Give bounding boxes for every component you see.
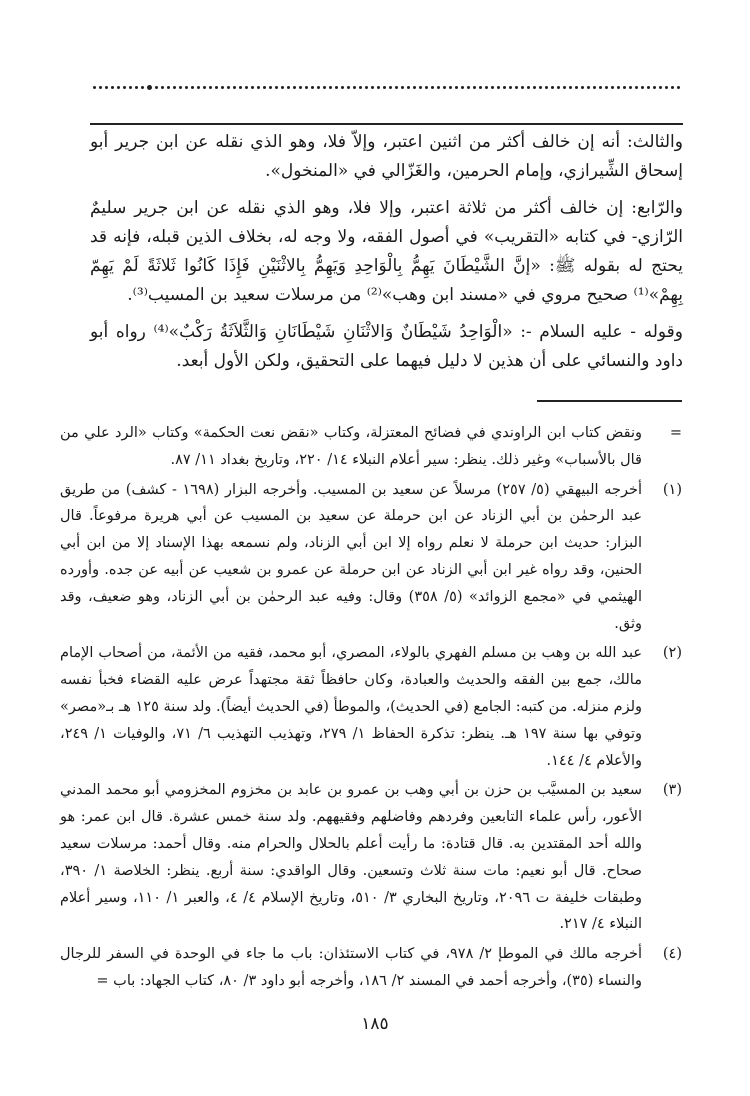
main-text — [90, 128, 683, 384]
header-rule — [90, 123, 683, 125]
paragraph-hadith: وقوله - عليه السلام -: «الْوَاحِدُ شَيْطَانٌ وَالاثْنَانِ شَيْطَانَانِ وَالثَّلاَثَةُ رَكْبٌ»⁽⁴⁾ رواه أبو داود والنسائي على أن هذين لا دليل فيهما على التحقيق، ولكن الأول أبعد. — [90, 322, 683, 371]
footnote-number: (٢) — [662, 645, 682, 662]
footnote-3 — [60, 777, 682, 938]
footnote-2 — [60, 640, 682, 774]
header-ornament — [92, 80, 680, 94]
footnote-continued — [60, 420, 682, 474]
footnote-1 — [60, 477, 682, 638]
footnote-number: (٣) — [662, 782, 682, 799]
paragraph-fourth-view: والرّابع: إن خالف أكثر من ثلاثة اعتبر، وإلا فلا، وهو الذي نقله عن ابن جرير سليمٌ الرّازي- في كتابه «التقريب» في أصول الفقه، ولا وجه له، بخلاف الذين قبله، فإنه قد يحتج له بقوله ﷺ: «إنَّ الشَّيْطَانَ يَهِمُّ بِالْوَاحِدِ وَيَهِمُّ بِالاثْنَيْنِ فَإِذَا كَانُوا ثَلاثَةً لَمْ يَهِمّ بِهِمْ»⁽¹⁾ صحيح مروي في «مسند ابن وهب»⁽²⁾ من مرسلات سعيد بن المسيب⁽³⁾. — [90, 198, 683, 305]
footnote-text: عبد الله بن وهب بن مسلم الفهري بالولاء، المصري، أبو محمد، فقيه من الأئمة، من أصحاب الإمام مالك، جمع بين الفقه والحديث والعبادة، وكان حافظاً ثقة مجتهداً عرض عليه القضاء فخبأ نفسه ولزم منزله. من كتبه: الجامع (في الحديث)، والموطأ (في الحديث أيضاً). ولد سنة ١٢٥ هـ بـ«مصر» وتوفي بها سنة ١٩٧ هـ. ينظر: تذكرة الحفاظ ١/ ٢٧٩، وتهذيب التهذيب ٦/ ٧١، والوفيات ١/ ٢٤٩، والأعلام ٤/ ١٤٤. — [60, 645, 643, 769]
footnote-number: (٤) — [662, 946, 682, 963]
page-number: ١٨٥ — [361, 1014, 389, 1034]
footnotes — [60, 420, 682, 998]
footnote-number: = — [669, 425, 682, 441]
footnote-text: أخرجه مالك في الموطإ ٢/ ٩٧٨، في كتاب الاستئذان: باب ما جاء في الوحدة في السفر للرجال والنساء (٣٥)، وأخرجه أحمد في المسند ٢/ ١٨٦، وأخرجه أبو داود ٣/ ٨٠، كتاب الجهاد: باب = — [60, 946, 642, 989]
footnote-separator — [537, 400, 682, 402]
footnote-text: سعيد بن المسيَّب بن حزن بن أبي وهب بن عمرو بن عابد بن مخزوم المخزومي أبو محمد المدني الأعور، رأس علماء التابعين وفردهم وفاضلهم وفقيههم. ولد سنة خمس عشرة. قال ابن عمر: هو والله أحد المقتدين به. قال قتادة: ما رأيت أعلم بالحلال والحرام منه. وقال أحمد: مرسلات سعيد صحاح. قال أبو نعيم: مات سنة ثلاث وتسعين. وقال الواقدي: سنة أربع. ينظر: الخلاصة ١/ ٣٩٠، وطبقات خليفة ت ٢٠٩٦، وتاريخ البخاري ٣/ ٥١٠، وتاريخ الإسلام ٤/ ٤، والعبر ١/ ١١٠، وسير أعلام النبلاء ٤/ ٢١٧. — [60, 782, 643, 933]
footnote-text: أخرجه البيهقي (٥/ ٢٥٧) مرسلاً عن سعيد بن المسيب. وأخرجه البزار (١٦٩٨ - كشف) من طريق عبد الرحمٰن بن أبي الزناد عن ابن حرملة عن سعيد بن المسيب عن أبي هريرة مرفوعاً. قال البزار: حديث ابن حرملة لا نعلم رواه إلا ابن أبي الزناد، ولم نسمعه بهذا الإسناد إلا من ابن أبي الحنين، وقد رواه غير ابن أبي الزناد عن ابن حرملة عن عمرو بن شعيب عن أبيه عن جده. وأورده الهيثمي في «مجمع الزوائد» (٥/ ٣٥٨) وقال: وفيه عبد الرحمٰن بن أبي الزناد، وهو ضعيف، وقد وثق. — [60, 481, 642, 632]
paragraph-third-view: والثالث: أنه إن خالف أكثر من اثنين اعتبر، وإلاّ فلا، وهو الذي نقله عن ابن جرير أبو إسحاق الشِّيرازي، وإمام الحرمين، والغَزّالي في «المنخول». — [90, 132, 683, 181]
footnote-number: (١) — [662, 481, 682, 498]
footnote-4 — [60, 941, 682, 995]
footnote-text: ونقض كتاب ابن الراوندي في فضائح المعتزلة، وكتاب «نقض نعت الحكمة» وكتاب «الرد علي من قال بالأسباب» وغير ذلك. ينظر: سير أعلام النبلاء ١٤/ ٢٢٠، وتاريخ بغداد ١١/ ٨٧. — [60, 425, 642, 468]
